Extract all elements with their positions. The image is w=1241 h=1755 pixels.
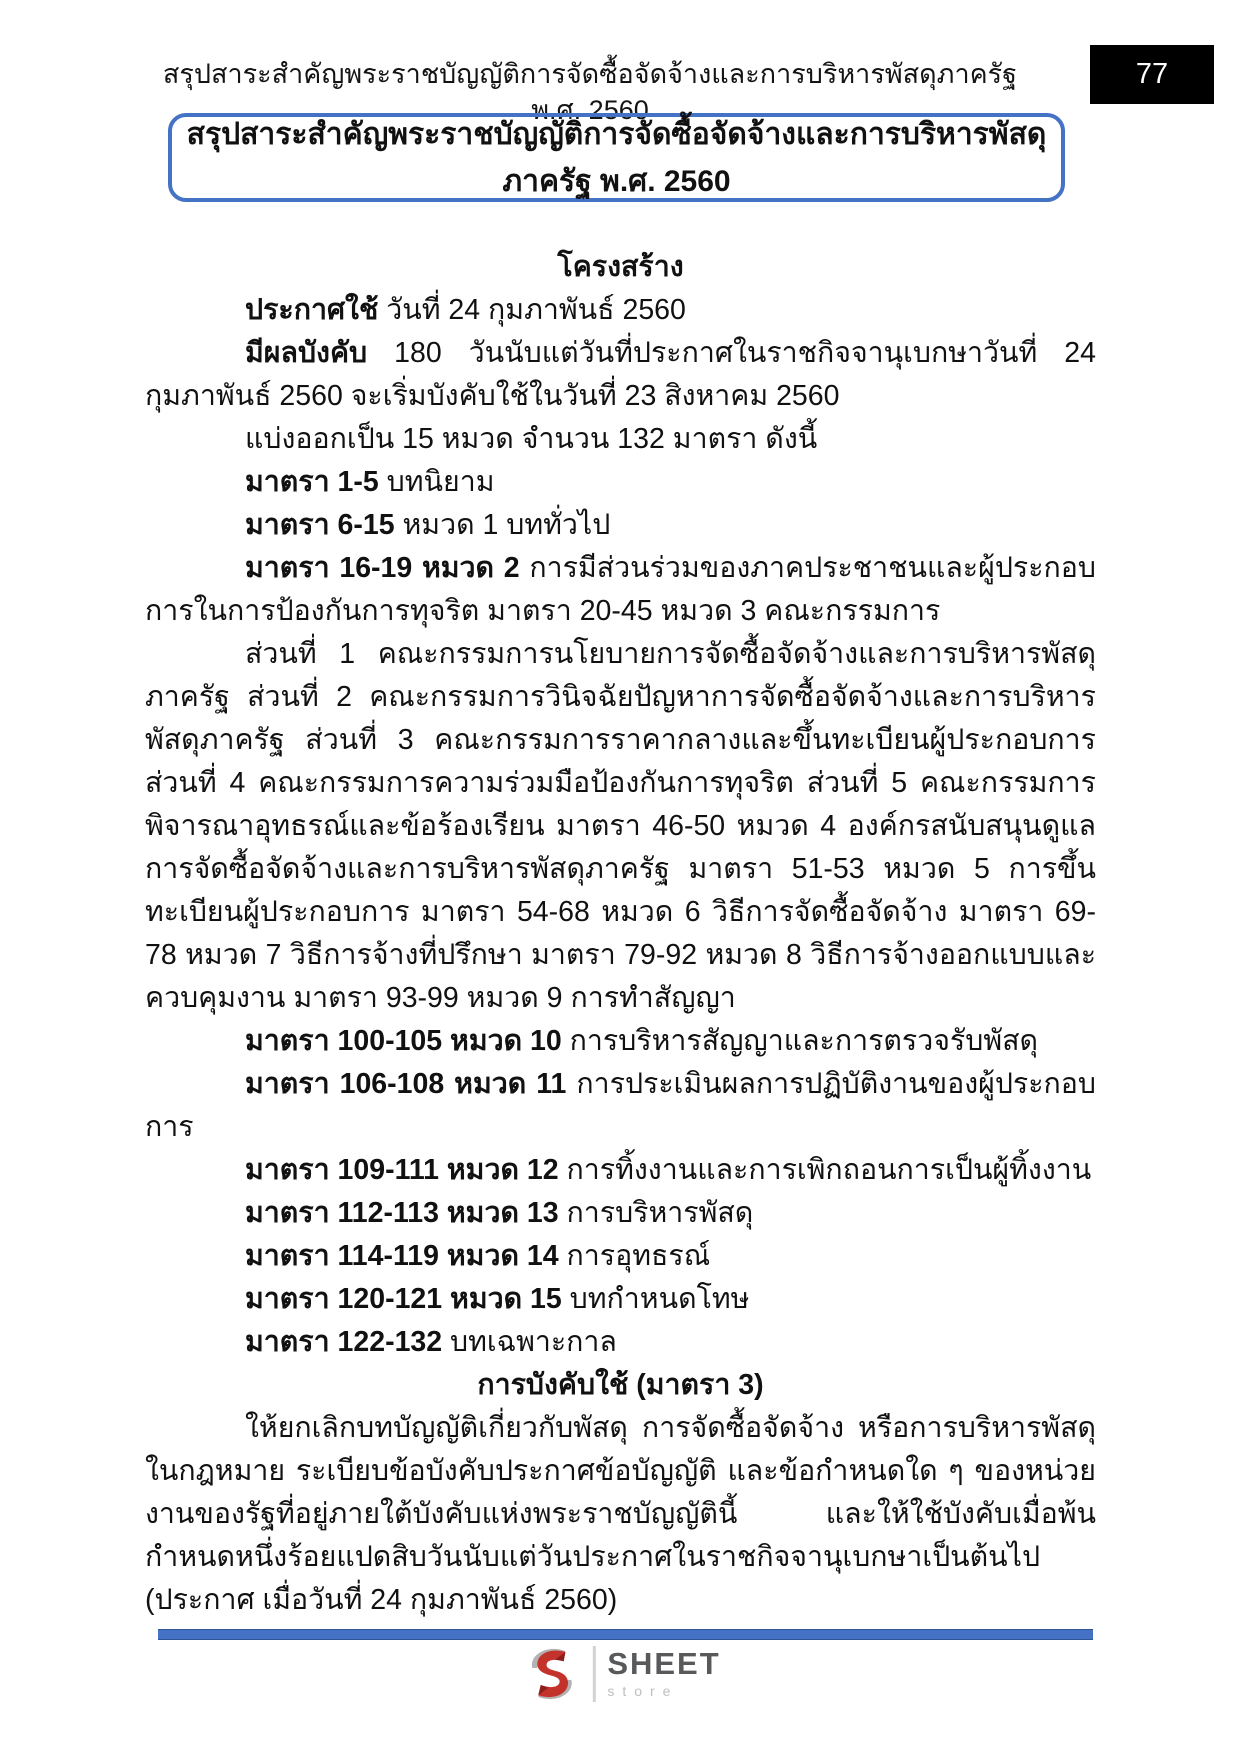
logo-sub-text: store	[607, 1683, 679, 1699]
paragraph-lead-bold: มาตรา 122-132	[245, 1326, 443, 1358]
paragraph-text: การประเมินผลการปฏิบัติงานของผู้ประกอบการ	[145, 1068, 1097, 1143]
paragraph-text: วันที่ 24 กุมภาพันธ์ 2560	[378, 294, 686, 326]
body-paragraph	[145, 504, 1096, 547]
paragraph-text: บทกำหนดโทษ	[561, 1283, 750, 1315]
paragraph-text: การมีส่วนร่วมของภาคประชาชนและผู้ประกอบการในการป้องกันการทุจริต มาตรา 20-45 หมวด 3 คณะกรรมการ	[145, 552, 1096, 627]
page-number-badge	[1090, 45, 1214, 104]
paragraph-lead-bold: มาตรา 6-15	[245, 509, 395, 541]
body-heading: การบังคับใช้ (มาตรา 3)	[477, 1369, 764, 1401]
body-paragraph	[145, 1149, 1096, 1192]
body-paragraph	[145, 1192, 1096, 1235]
paragraph-text: การทิ้งงานและการเพิกถอนการเป็นผู้ทิ้งงาน	[558, 1154, 1092, 1186]
paragraph-lead-bold: มาตรา 109-111 หมวด 12	[245, 1154, 559, 1186]
document-title: สรุปสาระสำคัญพระราชบัญญัติการจัดซื้อจัดจ้างและการบริหารพัสดุภาครัฐ พ.ศ. 2560	[186, 117, 1047, 198]
body-paragraph	[145, 1020, 1096, 1063]
body-paragraph	[145, 633, 1096, 1020]
document-title-box	[168, 113, 1065, 202]
paragraph-text: ส่วนที่ 1 คณะกรรมการนโยบายการจัดซื้อจัดจ้างและการบริหารพัสดุภาครัฐ ส่วนที่ 2 คณะกรรมการวินิจฉัยปัญหาการจัดซื้อจัดจ้างและการบริหารพัสดุภาครัฐ ส่วนที่ 3 คณะกรรมการราคากลางและขึ้นทะเบียนผู้ประกอบการ ส่วนที่ 4 คณะกรรมการความร่วมมือป้องกันการทุจริต ส่วนที่ 5 คณะกรรมการพิจารณาอุทธรณ์และข้อร้องเรียน มาตรา 46-50 หมวด 4 องค์กรสนับสนุนดูแลการจัดซื้อจัดจ้างและการบริหารพัสดุภาครัฐ มาตรา 51-53 หมวด 5 การขึ้นทะเบียนผู้ประกอบการ มาตรา 54-68 หมวด 6 วิธีการจัดซื้อจัดจ้าง มาตรา 69-78 หมวด 7 วิธีการจ้างที่ปรึกษา มาตรา 79-92 หมวด 8 วิธีการจ้างออกแบบและควบคุมงาน มาตรา 93-99 หมวด 9 การทำสัญญา	[145, 638, 1096, 1014]
paragraph-text: การบริหารสัญญาและการตรวจรับพัสดุ	[561, 1025, 1039, 1057]
paragraph-lead-bold: ประกาศใช้	[245, 294, 379, 326]
paragraph-text: หมวด 1 บททั่วไป	[394, 509, 611, 541]
body-paragraph	[145, 332, 1096, 418]
paragraph-lead-bold: มาตรา 114-119 หมวด 14	[245, 1240, 559, 1272]
logo-divider	[592, 1646, 595, 1702]
body-paragraph	[145, 1063, 1096, 1149]
body-text	[145, 246, 1096, 1622]
body-paragraph	[145, 547, 1096, 633]
body-paragraph	[145, 1235, 1096, 1278]
paragraph-lead-bold: มาตรา 16-19 หมวด 2	[245, 552, 520, 584]
paragraph-text: แบ่งออกเป็น 15 หมวด จำนวน 132 มาตรา ดังนี้	[245, 423, 818, 455]
paragraph-lead-bold: มาตรา 1-5	[245, 466, 379, 498]
paragraph-lead-bold: มาตรา 112-113 หมวด 13	[245, 1197, 559, 1229]
paragraph-text: ให้ยกเลิกบทบัญญัติเกี่ยวกับพัสดุ การจัดซื้อจัดจ้าง หรือการบริหารพัสดุในกฎหมาย ระเบียบข้อบังคับประกาศข้อบัญญัติ และข้อกำหนดใด ๆ ของหน่วยงานของรัฐที่อยู่ภายใต้บังคับแห่งพระราชบัญญัตินี้ และให้ใช้บังคับเมื่อพ้นกำหนดหนึ่งร้อยแปดสิบวันนับแต่วันประกาศในราชกิจจานุเบกษาเป็นต้นไป (ประกาศ เมื่อวันที่ 24 กุมภาพันธ์ 2560)	[145, 1412, 1096, 1616]
paragraph-lead-bold: มีผลบังคับ	[245, 337, 368, 369]
paragraph-lead-bold: มาตรา 100-105 หมวด 10	[245, 1025, 562, 1057]
body-paragraph	[145, 1407, 1096, 1622]
page-number: 77	[1135, 58, 1169, 90]
logo-brand-text: SHEET	[607, 1646, 721, 1681]
paragraph-lead-bold: มาตรา 106-108 หมวด 11	[245, 1068, 567, 1100]
publisher-logo	[520, 1646, 720, 1702]
body-paragraph	[145, 289, 1096, 332]
body-heading: โครงสร้าง	[557, 251, 684, 283]
body-paragraph	[145, 1321, 1096, 1364]
running-header-title: สรุปสาระสำคัญพระราชบัญญัติการจัดซื้อจัดจ้างและการบริหารพัสดุภาครัฐ พ.ศ. 2560	[162, 59, 1018, 125]
paragraph-text: การบริหารพัสดุ	[558, 1197, 754, 1229]
paragraph-text: บทเฉพาะกาล	[442, 1326, 617, 1358]
footer-divider-rule	[158, 1629, 1093, 1640]
sheet-store-s-icon	[520, 1646, 582, 1702]
paragraph-text: การอุทธรณ์	[558, 1240, 711, 1272]
body-paragraph	[145, 418, 1096, 461]
body-paragraph	[145, 1278, 1096, 1321]
paragraph-text: บทนิยาม	[378, 466, 495, 498]
logo-wordmark	[607, 1648, 720, 1700]
body-paragraph	[145, 461, 1096, 504]
paragraph-lead-bold: มาตรา 120-121 หมวด 15	[245, 1283, 562, 1315]
paragraph-text: 180 วันนับแต่วันที่ประกาศในราชกิจจานุเบกษาวันที่ 24 กุมภาพันธ์ 2560 จะเริ่มบังคับใช้ในวันที่ 23 สิงหาคม 2560	[145, 337, 1096, 412]
